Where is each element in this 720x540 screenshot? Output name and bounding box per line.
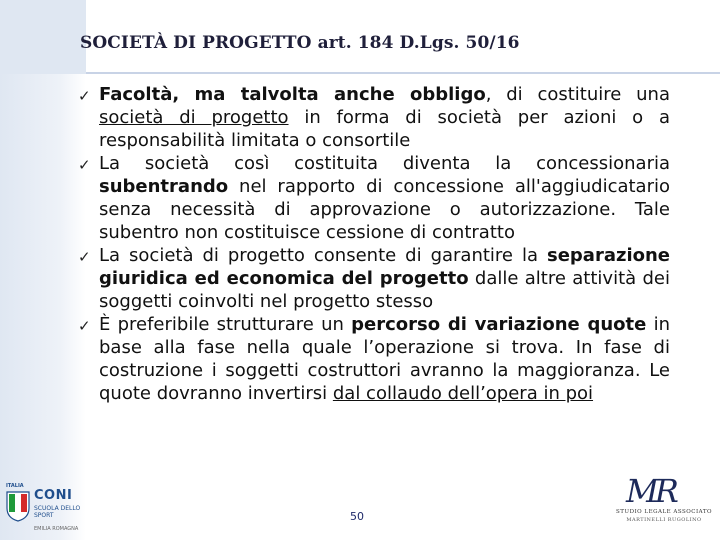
- bullet-underlined-text: dal collaudo dell’opera in poi: [332, 383, 594, 404]
- studio-logo-line1: STUDIO LEGALE ASSOCIATO: [616, 509, 713, 515]
- page-title: SOCIETÀ DI PROGETTO art. 184 D.Lgs. 50/16: [80, 33, 520, 53]
- bullet-underlined-text: società di progetto: [99, 107, 289, 128]
- left-decorative-stripe: [0, 0, 86, 540]
- bullet-text: , di costituire una: [485, 84, 670, 105]
- bullet-item: [78, 152, 670, 244]
- check-icon: ✓: [78, 87, 91, 105]
- title-divider: [86, 72, 720, 74]
- bullet-item: [78, 313, 670, 405]
- coni-region: EMILIA ROMAGNA: [34, 526, 79, 532]
- bullet-text: È preferibile strutturare un: [99, 314, 352, 335]
- bullet-bold-text: subentrando: [99, 176, 229, 197]
- bullet-item: [78, 83, 670, 152]
- studio-logo-line2: MARTINELLI RUGOLINO: [626, 517, 702, 523]
- bullet-list: [78, 83, 670, 405]
- bullet-text: dalle altre attività dei soggetti coinvolti nel progetto stesso: [99, 268, 670, 312]
- coni-italia-label: ITALIA: [6, 483, 24, 489]
- bullet-text: La società di progetto consente di garantire la: [99, 245, 547, 266]
- coni-wordmark: CONI: [34, 488, 73, 503]
- check-icon: ✓: [78, 248, 91, 266]
- page-number: 50: [350, 510, 364, 523]
- bullet-text: La società così costituita diventa la concessionaria: [99, 153, 670, 174]
- bullet-bold-text: percorso di variazione quote: [351, 314, 647, 335]
- header-band: [0, 0, 86, 74]
- coni-subtitle: SCUOLA DELLO SPORT: [34, 505, 81, 519]
- bullet-text: in forma di società per azioni o a responsabilità limitata o consortile: [99, 107, 670, 151]
- coni-logo: [4, 483, 84, 538]
- bullet-text: in base alla fase nella quale l’operazione si trova. In fase di costruzione i soggetti costruttori avranno la maggioranza. Le quote dovranno invertirsi: [99, 314, 670, 404]
- check-icon: ✓: [78, 156, 91, 174]
- italia-shield-icon: [6, 488, 30, 522]
- studio-legale-logo: [608, 472, 712, 536]
- bullet-bold-text: separazione giuridica ed economica del progetto: [99, 245, 670, 289]
- bullet-item: [78, 244, 670, 313]
- check-icon: ✓: [78, 317, 91, 335]
- studio-logo-mark: MR: [626, 472, 675, 510]
- bullet-text: nel rapporto di concessione all'aggiudicatario senza necessità di approvazione o autorizzazione. Tale subentro non costituisce cessione di contratto: [99, 176, 670, 243]
- bullet-bold-text: Facoltà, ma talvolta anche obbligo: [99, 84, 486, 105]
